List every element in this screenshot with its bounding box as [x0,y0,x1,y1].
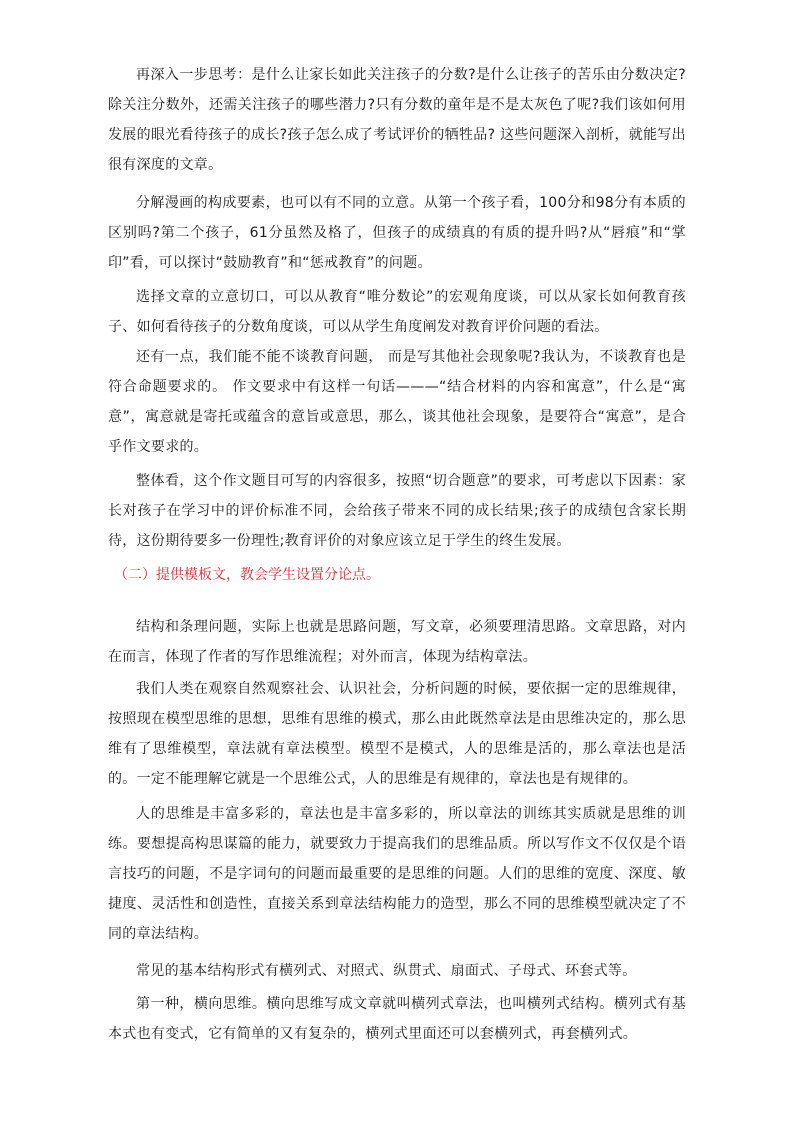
paragraph-horizontal-thinking: 第一种，横向思维。横向思维写成文章就叫横列式章法，也叫横列式结构。横列式有基本式也有变式，它有简单的又有复杂的，横列式里面还可以套横列式，再套横列式。 [108,996,686,1042]
paragraph-other-social-phenomena: 还有一点，我们能不能不谈教育问题， 而是写其他社会现象呢?我认为，不谈教育也是符合命题要求的。 作文要求中有这样一句话———“结合材料的内容和寓意”，什么是“寓意”，寓意就是寄托或蕴含的意旨或意思，那么，谈其他社会现象，是要符合“寓意”，是合乎作文要求的。 [108,349,686,455]
paragraph-deeper-thinking: 再深入一步思考：是什么让家长如此关注孩子的分数?是什么让孩子的苦乐由分数决定?除关注分数外，还需关注孩子的哪些潜力?只有分数的童年是不是太灰色了呢?我们该如何用发展的眼光看待孩子的成长?孩子怎么成了考试评价的牺牲品? 这些问题深入剖析，就能写出很有深度的文章。 [108,67,686,173]
paragraph-structure-and-logic: 结构和条理问题，实际上也就是思路问题，写文章，必须要理清思路。文章思路，对内在而言，体现了作者的写作思维流程；对外而言，体现为结构章法。 [108,619,686,665]
paragraph-overall-view: 整体看，这个作文题目可写的内容很多，按照“切合题意”的要求，可考虑以下因素：家长对孩子在学习中的评价标准不同，会给孩子带来不同的成长结果;孩子的成绩包含家长期待，这份期待要多一份理性;教育评价的对象应该立足于学生的终生发展。 [108,473,686,549]
paragraph-choosing-angle: 选择文章的立意切口，可以从教育“唯分数论”的宏观角度谈，可以从家长如何教育孩子、如何看待孩子的分数角度谈，可以从学生角度阐发对教育评价问题的看法。 [108,289,686,335]
paragraph-cartoon-elements: 分解漫画的构成要素，也可以有不同的立意。从第一个孩子看，100分和98分有本质的区别吗?第二个孩子，61分虽然及格了，但孩子的成绩真的有质的提升吗?从“唇痕”和“掌印”看，可以探讨“鼓励教育”和“惩戒教育”的问题。 [108,195,686,271]
paragraph-structure-forms: 常见的基本结构形式有横列式、对照式、纵贯式、扇面式、子母式、环套式等。 [136,963,637,979]
section-heading: （二）提供模板文，教会学生设置分论点。 [114,567,380,583]
paragraph-thinking-training: 人的思维是丰富多彩的，章法也是丰富多彩的，所以章法的训练其实质就是思维的训练。要想提高构思谋篇的能力，就要致力于提高我们的思维品质。所以写作文不仅仅是个语言技巧的问题，不是字词句的问题而最重要的是思维的问题。人们的思维的宽度、深度、敏捷度、灵活性和创造性，直接关系到章法结构能力的造型，那么不同的思维模型就决定了不同的章法结构。 [108,806,686,942]
paragraph-thinking-model: 我们人类在观察自然观察社会、认识社会，分析问题的时候，要依据一定的思维规律，按照现在模型思维的思想，思维有思维的模式，那么由此既然章法是由思维决定的，那么思维有了思维模型，章法就有章法模型。模型不是模式，人的思维是活的，那么章法也是活的。一定不能理解它就是一个思维公式，人的思维是有规律的，章法也是有规律的。 [108,681,686,787]
